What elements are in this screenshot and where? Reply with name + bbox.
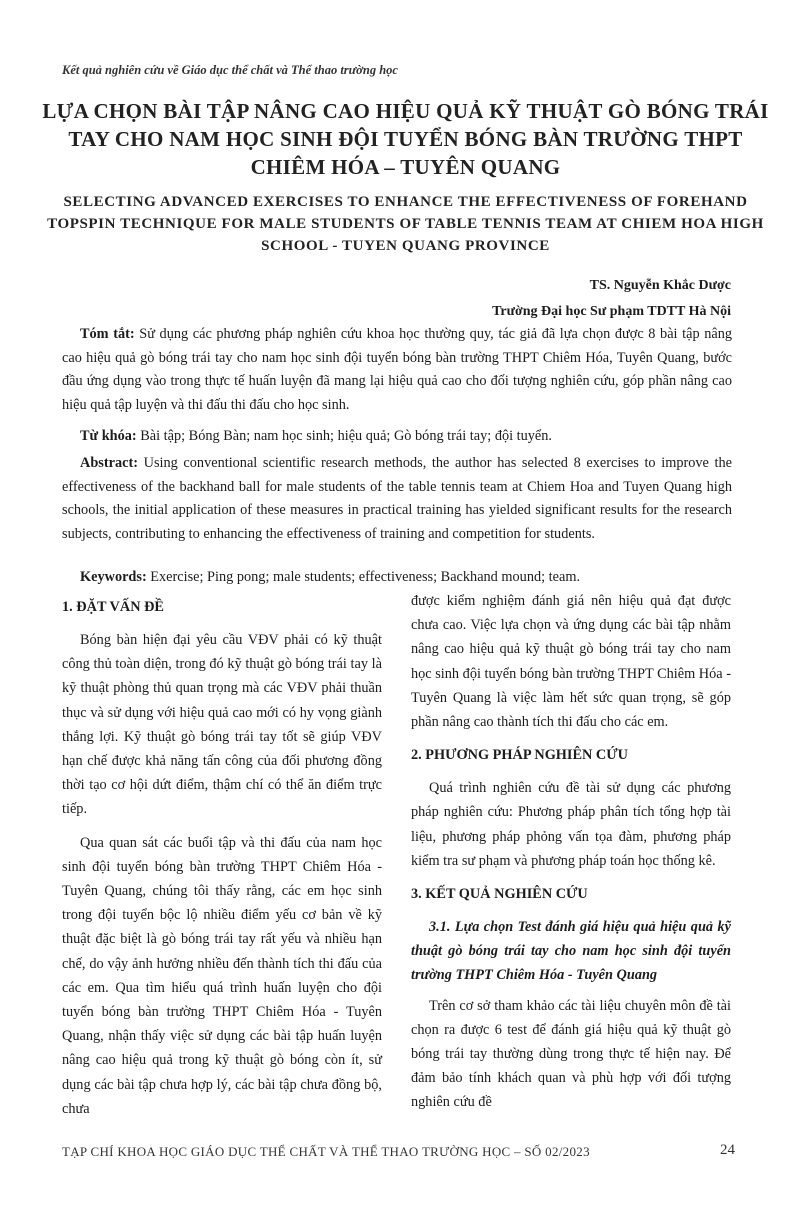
section-2-paragraph-1: Quá trình nghiên cứu đề tài sử dụng các phương pháp nghiên cứu: Phương pháp phân tích tổng hợp tài liệu, phương pháp phỏng vấn tọa đàm, phương pháp kiểm tra sư phạm và phương pháp toán học thống kê. <box>411 780 731 869</box>
keywords-vi <box>62 425 732 449</box>
keywords-vi-label: Từ khóa: <box>80 428 137 444</box>
abstract-en <box>62 452 732 546</box>
author-block <box>492 273 731 325</box>
abstract-en-text: Using conventional scientific research methods, the author has selected 8 exercises to improve the effectiveness of the backhand ball for male students of the table tennis team at Chiem Hoa and Tuyen Quang high schools, the initial application of these measures in practical training has yielded significant results for the research subjects, contributing to enhancing the effectiveness of training and competition for students. <box>62 455 732 542</box>
title-vietnamese: LỰA CHỌN BÀI TẬP NÂNG CAO HIỆU QUẢ KỸ THUẬT GÒ BÓNG TRÁI TAY CHO NAM HỌC SINH ĐỘI TUYỂN BÓNG BÀN TRƯỜNG THPT CHIÊM HÓA – TUYÊN QUANG <box>42 99 769 179</box>
section-3-heading: 3. KẾT QUẢ NGHIÊN CỨU <box>411 886 588 903</box>
keywords-en-label: Keywords: <box>80 569 147 585</box>
right-column <box>411 589 731 1124</box>
abstract-en-label: Abstract: <box>80 455 138 471</box>
keywords-vi-text: Bài tập; Bóng Bàn; nam học sinh; hiệu quả; Gò bóng trái tay; đội tuyển. <box>140 428 553 444</box>
abstract-vi-text: Sử dụng các phương pháp nghiên cứu khoa học thường quy, tác giả đã lựa chọn được 8 bài tập nâng cao hiệu quả gò bóng trái tay cho nam học sinh đội tuyển bóng bàn trường THPT Chiêm Hóa, Tuyên Quang, bước đầu ứng dụng vào trong thực tế huấn luyện đã mang lại hiệu quả cao cho đối tượng nghiên cứu, góp phần nâng cao hiệu quả tập luyện và thi đấu thi đấu cho học sinh. <box>62 326 732 413</box>
title-english: SELECTING ADVANCED EXERCISES TO ENHANCE THE EFFECTIVENESS OF FOREHAND TOPSPIN TECHNIQUE FOR MALE STUDENTS OF TABLE TENNIS TEAM AT CHIEM HOA HIGH SCHOOL - TUYEN QUANG PROVINCE <box>47 194 764 254</box>
section-1-paragraph-2: Qua quan sát các buổi tập và thi đấu của nam học sinh đội tuyển bóng bàn trường THPT Chiêm Hóa - Tuyên Quang, chúng tôi thấy rằng, các em học sinh trong đội tuyển bộc lộ nhiều điểm yếu cơ bản về kỹ thuật đặc biệt là gò bóng trái tay rất yếu và nhiều hạn chế, do vậy ảnh hưởng nhiều đến thành tích thi đấu của các em. Qua tìm hiểu quá trình huấn luyện cho đội tuyển bóng bàn trường THPT Chiêm Hóa - Tuyên Quang, nhận thấy việc sử dụng các bài tập huấn luyện nâng cao hiệu quả trong kỹ thuật gò bóng còn ít, sử dụng các bài tập chưa hợp lý, các bài tập chưa đồng bộ, chưa <box>62 834 382 1117</box>
section-3-1-paragraph-1: Trên cơ sở tham khảo các tài liệu chuyên môn đề tài chọn ra được 6 test để đánh giá hiệu quả kỹ thuật gò bóng trái tay thường dùng trong thực tế hiện nay. Để đảm bảo tính khách quan và phù hợp với đối tượng nghiên cứu đề <box>411 997 731 1111</box>
section-1-heading: 1. ĐẶT VẤN ĐỀ <box>62 599 164 615</box>
section-1-paragraph-1: Bóng bàn hiện đại yêu cầu VĐV phải có kỹ thuật công thủ toàn diện, trong đó kỹ thuật gò bóng trái tay là kỹ thuật phòng thủ quan trọng mà các VĐV phải thuần thục và sử dụng với hiệu quả cao mới có hy vọng giành thắng lợi. Kỹ thuật gò bóng trái tay tốt sẽ giúp VĐV hạn chế được khả năng tấn công của đối phương đồng thời tạo cơ hội dứt điểm, thậm chí có thể ăn điểm trực tiếp. <box>62 632 382 818</box>
author-affiliation: Trường Đại học Sư phạm TDTT Hà Nội <box>492 304 731 319</box>
abstract-vi-label: Tóm tắt: <box>80 326 135 342</box>
keywords-en-text: Exercise; Ping pong; male students; effectiveness; Backhand mound; team. <box>150 569 581 585</box>
page-number: 24 <box>720 1142 735 1158</box>
abstract-vi <box>62 323 732 417</box>
running-header: Kết quả nghiên cứu về Giáo dục thể chất và Thể thao trường học <box>62 63 398 77</box>
keywords-en <box>62 566 732 590</box>
left-column <box>62 595 382 1130</box>
section-2-heading: 2. PHƯƠNG PHÁP NGHIÊN CỨU <box>411 747 628 764</box>
section-1-paragraph-2-continued: được kiểm nghiệm đánh giá nên hiệu quả đạt được chưa cao. Việc lựa chọn và ứng dụng các bài tập nhằm nâng cao hiệu quả kỹ thuật gò bóng trái tay cho nam học sinh đội tuyển bóng bàn trường THPT Chiêm Hóa - Tuyên Quang là việc làm hết sức quan trọng, sẽ góp phần nâng cao thành tích thi đấu cho các em. <box>411 593 731 731</box>
section-3-1-heading: 3.1. Lựa chọn Test đánh giá hiệu quả hiệu quả kỹ thuật gò bóng trái tay cho nam học sinh đội tuyển trường THPT Chiêm Hóa - Tuyên Quang <box>411 919 731 984</box>
journal-footer: TẠP CHÍ KHOA HỌC GIÁO DỤC THỂ CHẤT VÀ THỂ THAO TRƯỜNG HỌC – SỐ 02/2023 <box>62 1144 590 1159</box>
author-name: TS. Nguyễn Khắc Dược <box>589 278 731 293</box>
